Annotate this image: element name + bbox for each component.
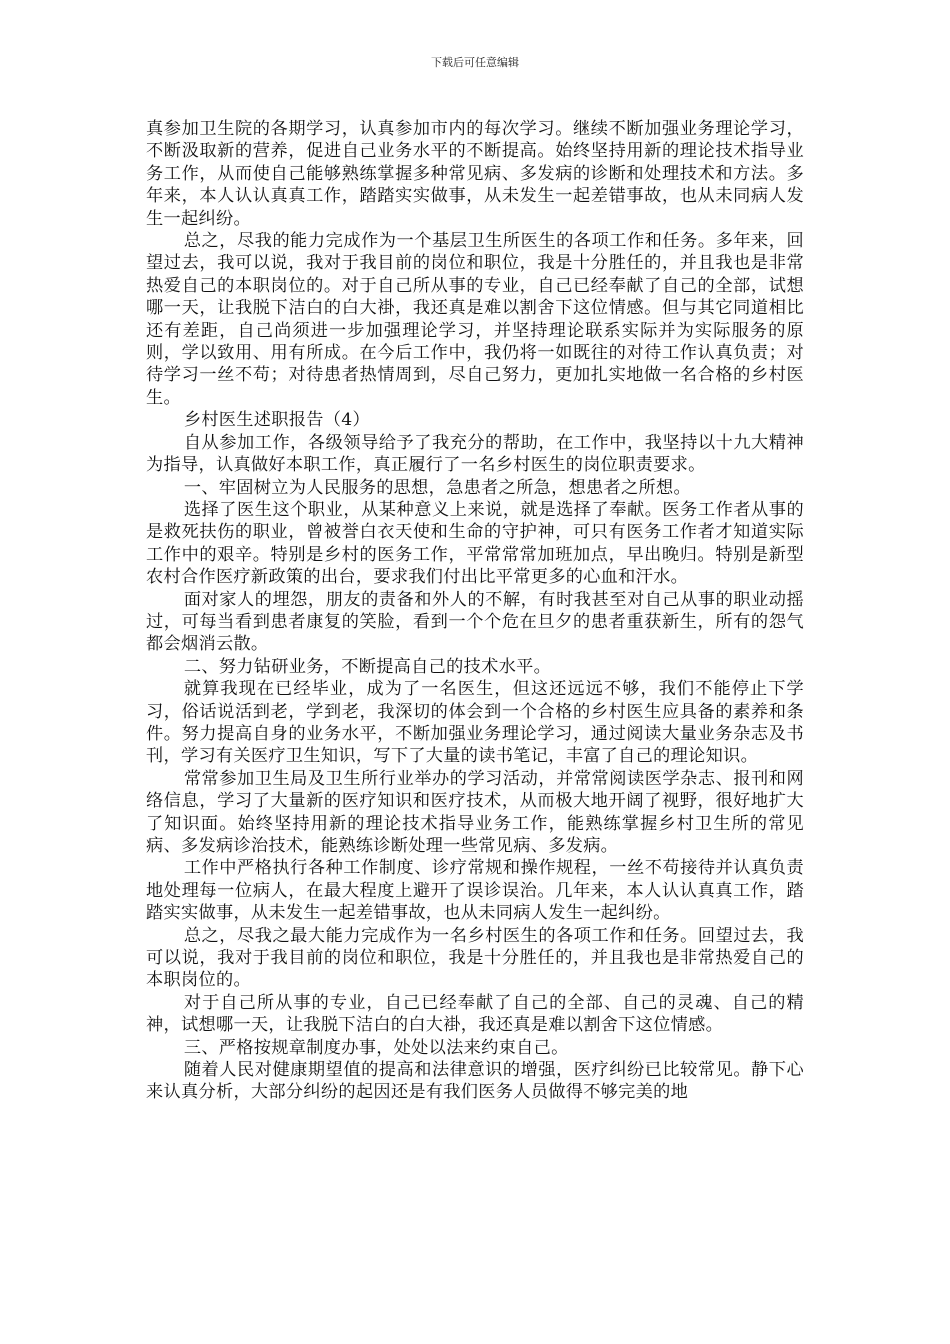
paragraph-summary-1: 总之，尽我的能力完成作为一个基层卫生所医生的各项工作和任务。多年来，回望过去，我可以说，我对于我目前的岗位和职位，我是十分胜任的，并且我也是非常热爱自己的本职岗位的。对于自己所从事的专业，自己已经奉献了自己的全部，试想哪一天，让我脱下洁白的白大褂，我还真是难以割舍下这位情感。但与其它同道相比还有差距，自己尚须进一步加强理论学习，并坚持理论联系实际并为实际服务的原则，学以致用、用有所成。在今后工作中，我仍将一如既往的对待工作认真负责；对待学习一丝不苟；对待患者热情周到，尽自己努力，更加扎实地做一名合格的乡村医生。	[146, 231, 804, 408]
paragraph-continuation: 真参加卫生院的各期学习，认真参加市内的每次学习。继续不断加强业务理论学习，不断汲取新的营养，促进自己业务水平的不断提高。始终坚持用新的理论技术指导业务工作，从而使自己能够熟练掌握多种常见病、多发病的诊断和处理技术和方法。多年来，本人认认真真工作，踏踏实实做事，从未发生一起差错事故，也从未同病人发生一起纠纷。	[146, 119, 804, 229]
paragraph-study: 就算我现在已经毕业，成为了一名医生，但这还远远不够，我们不能停止下学习，俗话说活到老，学到老，我深切的体会到一个合格的乡村医生应具备的素养和条件。努力提高自身的业务水平，不断加强业务理论学习，通过阅读大量业务杂志及书刊，学习有关医疗卫生知识，写下了大量的读书笔记，丰富了自己的理论知识。	[146, 679, 804, 767]
document-body	[146, 118, 804, 1104]
page-header: 下载后可任意编辑	[431, 56, 519, 69]
section-title-report-4: 乡村医生述职报告（4）	[183, 410, 370, 431]
paragraph-training: 常常参加卫生局及卫生所行业举办的学习活动，并常常阅读医学杂志、报刊和网络信息，学习了大量新的医疗知识和医疗技术，从而极大地开阔了视野，很好地扩大了知识面。始终坚持用新的理论技术指导业务工作，能熟练掌握乡村卫生所的常见病、多发病诊治技术，能熟练诊断处理一些常见病、多发病。	[146, 768, 804, 856]
paragraph-devotion: 对于自己所从事的专业，自己已经奉献了自己的全部、自己的灵魂、自己的精神，试想哪一天，让我脱下洁白的白大褂，我还真是难以割舍下这位情感。	[146, 992, 804, 1036]
paragraph-summary-2: 总之，尽我之最大能力完成作为一名乡村医生的各项工作和任务。回望过去，我可以说，我对于我目前的岗位和职位，我是十分胜任的，并且我也是非常热爱自己的本职岗位的。	[146, 925, 804, 991]
heading-point-1: 一、牢固树立为人民服务的思想，急患者之所急，想患者之所想。	[183, 477, 691, 498]
paragraph-dedication: 选择了医生这个职业，从某种意义上来说，就是选择了奉献。医务工作者从事的是救死扶伤的职业，曾被誉白衣天使和生命的守护神，可只有医务工作者才知道实际工作中的艰辛。特别是乡村的医务工作，平常常常加班加点，早出晚归。特别是新型农村合作医疗新政策的出台，要求我们付出比平常更多的心血和汗水。	[146, 499, 804, 588]
paragraph-intro: 自从参加工作，各级领导给予了我充分的帮助，在工作中，我坚持以十九大精神为指导，认真做好本职工作，真正履行了一名乡村医生的岗位职责要求。	[146, 432, 804, 476]
paragraph-family: 面对家人的埋怨，朋友的责备和外人的不解，有时我甚至对自己从事的职业动摇过，可每当看到患者康复的笑脸，看到一个个危在旦夕的患者重获新生，所有的怨气都会烟消云散。	[146, 589, 804, 655]
heading-point-2: 二、努力钻研业务，不断提高自己的技术水平。	[183, 656, 552, 677]
paragraph-disputes: 随着人民对健康期望值的提高和法律意识的增强，医疗纠纷已比较常见。静下心来认真分析，大部分纠纷的起因还是有我们医务人员做得不够完美的地	[146, 1060, 804, 1103]
paragraph-rules: 工作中严格执行各种工作制度、诊疗常规和操作规程，一丝不苟接待并认真负责地处理每一位病人，在最大程度上避开了误诊误治。几年来，本人认认真真工作，踏踏实实做事，从未发生一起差错事故，也从未同病人发生一起纠纷。	[146, 858, 804, 924]
heading-point-3: 三、严格按规章制度办事，处处以法来约束自己。	[183, 1037, 569, 1058]
